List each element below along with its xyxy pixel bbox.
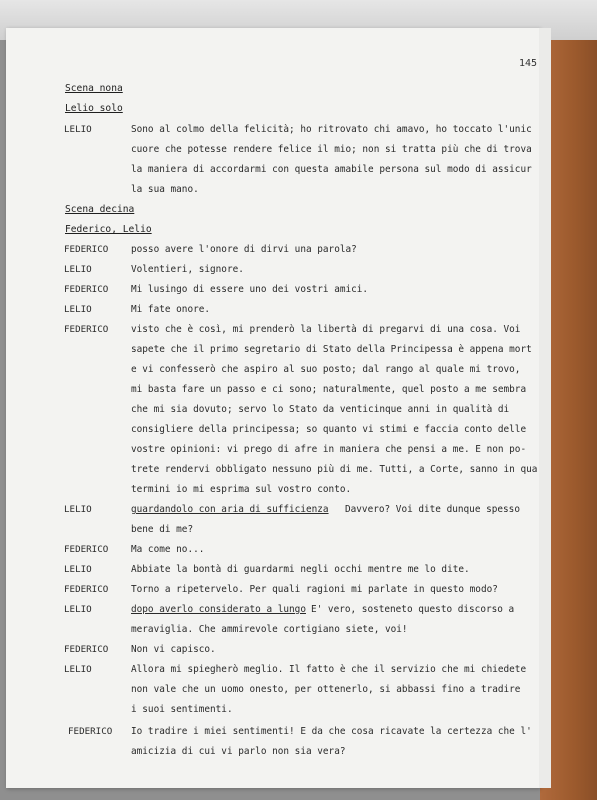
dialogue-line: mi basta fare un passo e ci sono; naturalmente, quel posto a me sembra	[131, 384, 527, 395]
dialogue-line: Davvero? Voi dite dunque spesso	[345, 504, 520, 515]
dialogue-line: Volentieri, signore.	[131, 264, 244, 275]
dialogue-line: Mi fate onore.	[131, 304, 211, 315]
speaker-lelio: LELIO	[64, 504, 92, 515]
scene-cast-nona: Lelio solo	[65, 103, 123, 114]
dialogue-line: sapete che il primo segretario di Stato della Principessa è appena mort	[131, 344, 532, 355]
scene-cast-decina: Federico, Lelio	[65, 224, 152, 235]
speaker-federico: FEDERICO	[64, 284, 109, 295]
dialogue-line: la maniera di accordarmi con questa amabile persona sul modo di assicur	[131, 164, 532, 175]
dialogue-line: Abbiate la bontà di guardarmi negli occhi mentre me lo dite.	[131, 564, 470, 575]
speaker-federico: FEDERICO	[64, 244, 109, 255]
scene-heading-decina: Scena decina	[65, 204, 135, 215]
dialogue-line: trete rendervi obbligato nessuno più di me. Tutti, a Corte, sanno in qua	[131, 464, 538, 475]
speaker-lelio: LELIO	[64, 564, 92, 575]
speaker-federico: FEDERICO	[64, 324, 109, 335]
dialogue-line: Allora mi spiegherò meglio. Il fatto è che il servizio che mi chiedete	[131, 664, 527, 675]
dialogue-line: Torno a ripetervelo. Per quali ragioni mi parlate in questo modo?	[131, 584, 498, 595]
dialogue-line: vostre opinioni: vi prego di afre in maniera che pensi a me. E non po-	[131, 444, 527, 455]
dialogue-line: non vale che un uomo onesto, per ottenerlo, si abbassi fino a tradire	[131, 684, 521, 695]
speaker-lelio: LELIO	[64, 264, 92, 275]
speaker-federico: FEDERICO	[68, 726, 113, 737]
dialogue-line: Non vi capisco.	[131, 644, 216, 655]
dialogue-line: consigliere della principessa; so quanto vi stimi e faccia conto delle	[131, 424, 527, 435]
dialogue-line: Sono al colmo della felicità; ho ritrovato chi amavo, ho toccato l'unic	[131, 124, 532, 135]
stage-direction: guardandolo con aria di sufficienza	[131, 504, 329, 515]
dialogue-line: che mi sia dovuto; servo lo Stato da venticinque anni in qualità di	[131, 404, 510, 415]
dialogue-line: cuore che potesse rendere felice il mio; non si tratta più che di trova	[131, 144, 532, 155]
dialogue-line: posso avere l'onore di dirvi una parola?	[131, 244, 357, 255]
speaker-federico: FEDERICO	[64, 644, 109, 655]
speaker-federico: FEDERICO	[64, 584, 109, 595]
dialogue-line: i suoi sentimenti.	[131, 704, 233, 715]
dialogue-line: bene di me?	[131, 524, 194, 535]
dialogue-line: e vi confesserò che aspiro al suo posto; dal rango al quale mi trovo,	[131, 364, 521, 375]
dialogue-line: Ma come no...	[131, 544, 205, 555]
speaker-lelio: LELIO	[64, 604, 92, 615]
speaker-lelio: LELIO	[64, 124, 92, 135]
stage-direction: dopo averlo considerato a lungo	[131, 604, 306, 615]
dialogue-line: la sua mano.	[131, 184, 199, 195]
dialogue-line: amicizia di cui vi parlo non sia vera?	[131, 746, 346, 757]
dialogue-line: visto che è così, mi prenderò la libertà di pregarvi di una cosa. Voi	[131, 324, 521, 335]
speaker-lelio: LELIO	[64, 304, 92, 315]
dialogue-line: E' vero, sosteneto questo discorso a	[311, 604, 515, 615]
speaker-lelio: LELIO	[64, 664, 92, 675]
dialogue-line: Mi lusingo di essere uno dei vostri amici.	[131, 284, 369, 295]
page-edge	[539, 28, 551, 788]
page-number: 145	[519, 58, 538, 69]
scene-heading-nona: Scena nona	[65, 83, 123, 94]
speaker-federico: FEDERICO	[64, 544, 109, 555]
dialogue-line: termini io mi esprima sul vostro conto.	[131, 484, 352, 495]
dialogue-line: meraviglia. Che ammirevole cortigiano siete, voi!	[131, 624, 408, 635]
dialogue-line: Io tradire i miei sentimenti! E da che cosa ricavate la certezza che l'	[131, 726, 532, 737]
